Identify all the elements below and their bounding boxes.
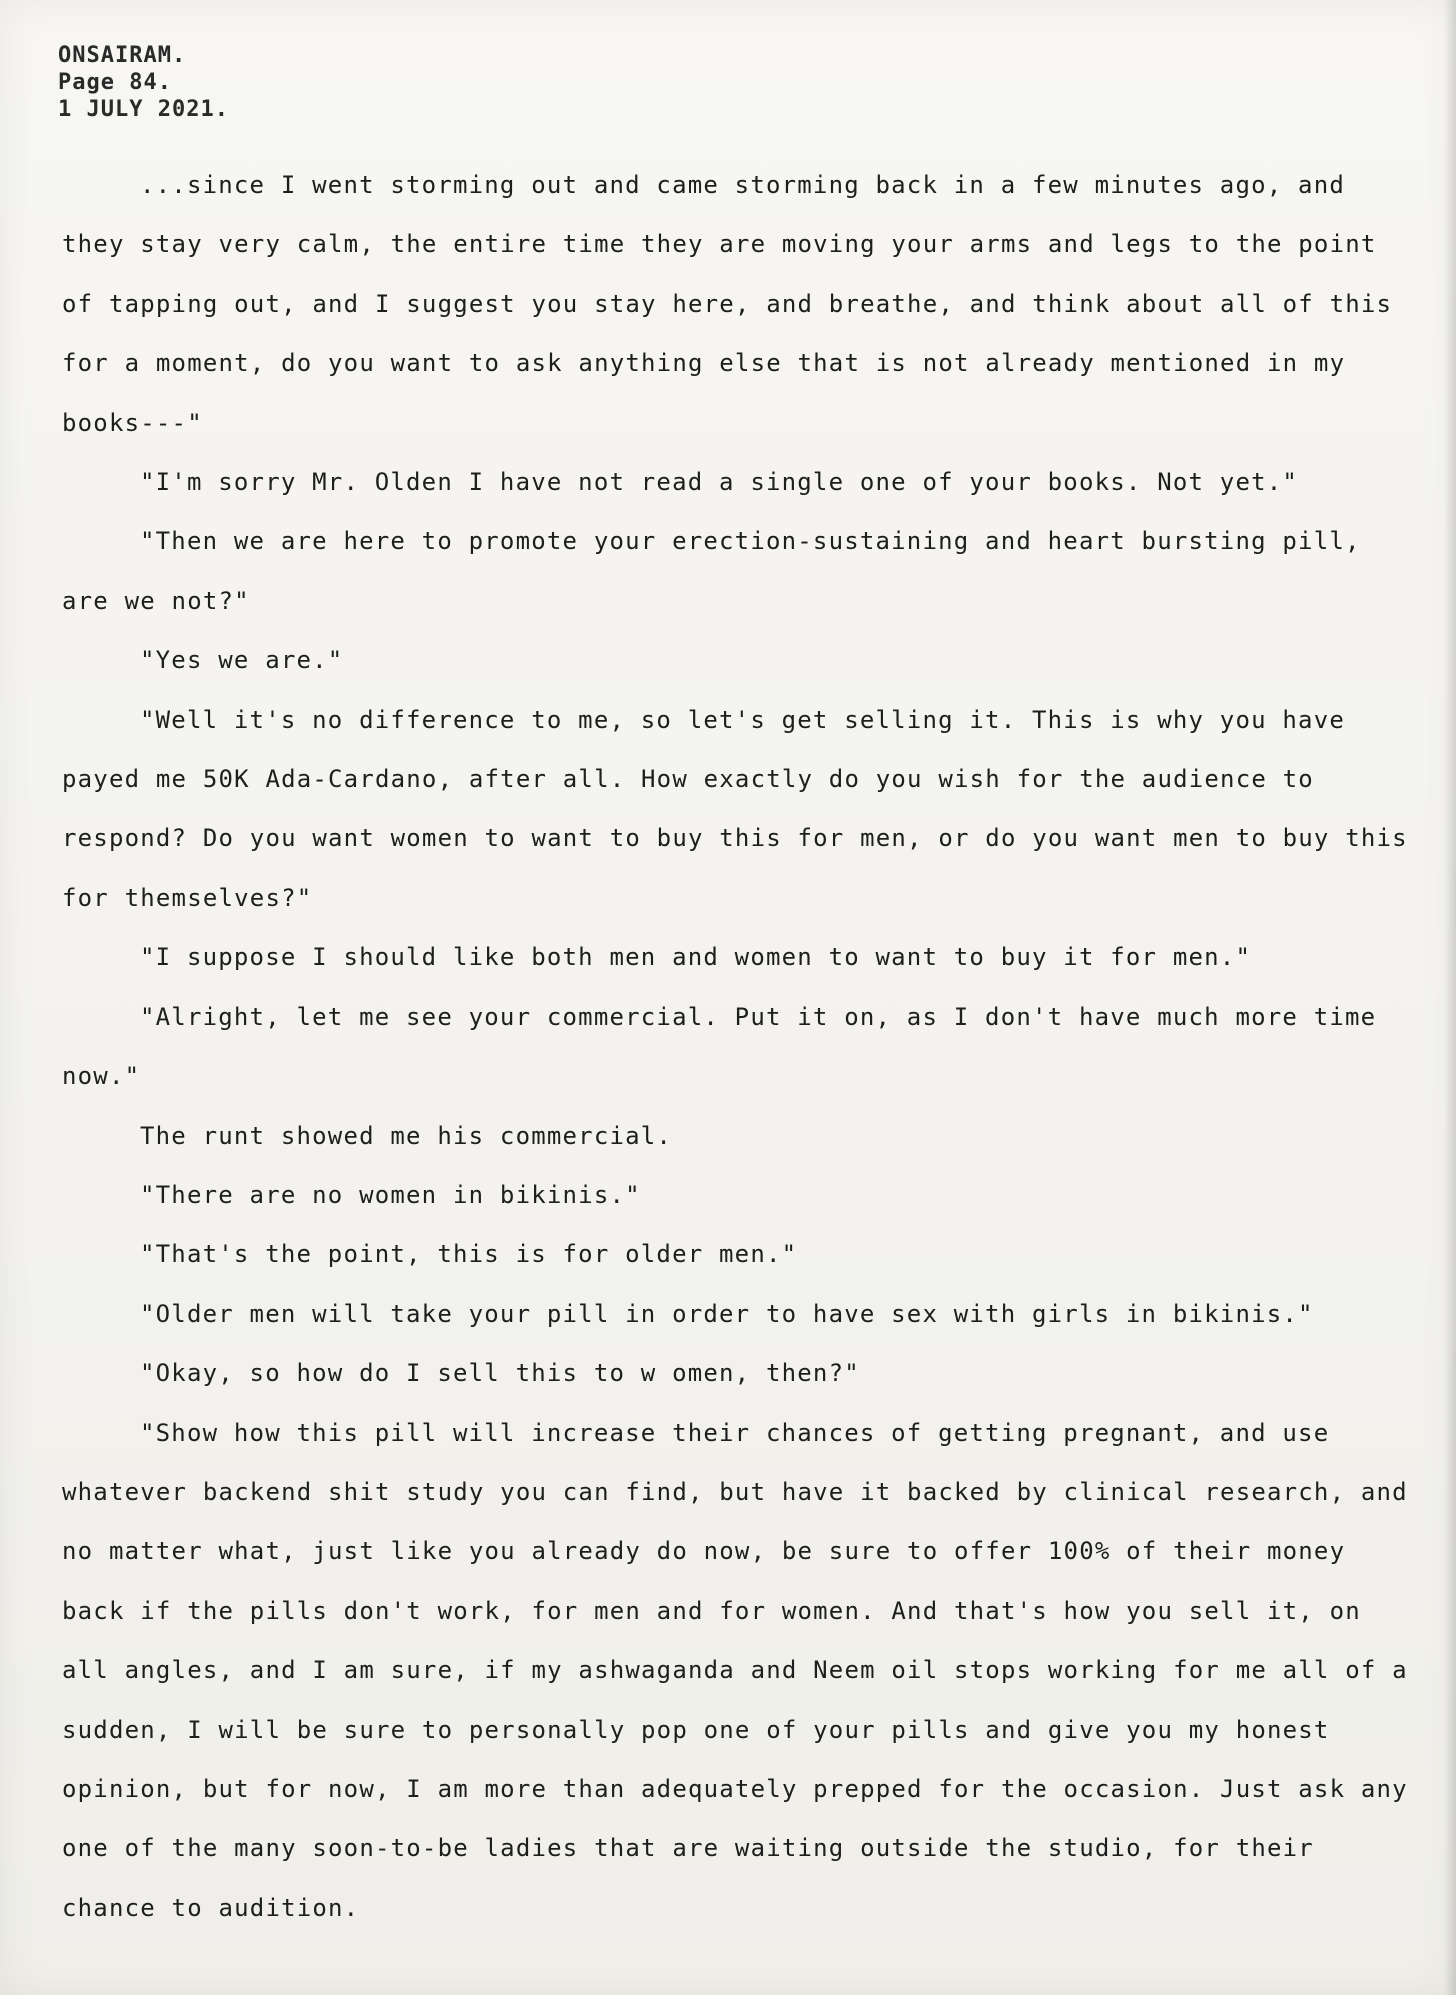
paragraph: "That's the point, this is for older men." xyxy=(140,1240,798,1269)
author-line: ONSAIRAM. xyxy=(58,43,187,68)
paragraph: The runt showed me his commercial. xyxy=(140,1121,673,1150)
paragraph: "Yes we are." xyxy=(140,646,344,675)
paragraph: "There are no women in bikinis." xyxy=(140,1180,641,1209)
paragraph: "Then we are here to promote your erection-sustaining and heart bursting pill, are we not?" xyxy=(62,527,1361,615)
paragraph: "Show how this pill will increase their chances of getting pregnant, and use whatever backend shit study you can find, but have it backed by clinical research, and no matter what, just like you already do now, be sure to offer 100% of their money back if the pills don't work, for men and for women. And that's how you sell it, on all angles, and I am sure, if my ashwaganda and Neem oil stops working for me all of a sudden, I will be sure to personally pop one of your pills and give you my honest opinion, but for now, I am more than adequately prepped for the occasion. Just ask any one of the many soon-to-be ladies that are waiting outside the studio, for their chance to audition. xyxy=(62,1418,1408,1922)
page-header xyxy=(58,42,229,123)
paragraph: ...since I went storming out and came storming back in a few minutes ago, and they stay very calm, the entire time they are moving your arms and legs to the point of tapping out, and I suggest you stay here, and breathe, and think about all of this for a moment, do you want to ask anything else that is not already mentioned in my books---" xyxy=(62,171,1393,437)
page-edge-shadow xyxy=(1444,0,1456,1995)
page-number-line: Page 84. xyxy=(58,70,172,95)
paragraph: "Older men will take your pill in order to have sex with girls in bikinis." xyxy=(140,1299,1314,1328)
paragraph: "Well it's no difference to me, so let's get selling it. This is why you have payed me 50K Ada-Cardano, after all. How exactly do you wish for the audience to respond? Do you want women to want to buy this for men, or do you want men to buy this for themselves?" xyxy=(62,705,1408,912)
date-line: 1 JULY 2021. xyxy=(58,97,229,122)
paragraph: "I suppose I should like both men and women to want to buy it for men." xyxy=(140,943,1252,972)
manuscript-body xyxy=(62,156,1422,1938)
paragraph: "Alright, let me see your commercial. Put it on, as I don't have much more time now." xyxy=(62,1002,1377,1091)
paragraph: "Okay, so how do I sell this to w omen, then?" xyxy=(140,1359,860,1388)
paragraph: "I'm sorry Mr. Olden I have not read a single one of your books. Not yet." xyxy=(140,468,1299,497)
